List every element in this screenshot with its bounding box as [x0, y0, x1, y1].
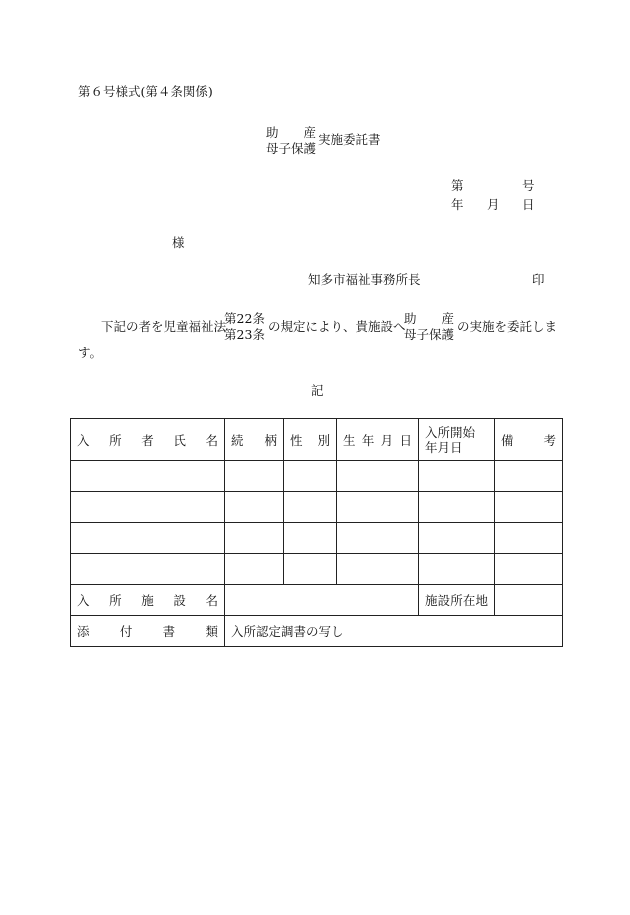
seal-mark: 印: [532, 272, 545, 287]
attachments-label-text: 添 付 書 類: [77, 624, 218, 639]
body-middle: の規定により、貴施設へ: [268, 319, 406, 334]
article-top: 第22条: [224, 311, 265, 326]
facility-name-value[interactable]: [225, 585, 419, 616]
facility-row: [71, 585, 563, 616]
title-stack-bottom: 母子保護: [266, 141, 317, 156]
cell-name[interactable]: [71, 461, 225, 492]
cell-start-date[interactable]: [419, 461, 495, 492]
header-birthdate-text: 生 年 月 日: [343, 432, 412, 448]
title-stack: [266, 127, 316, 159]
attachments-row: [71, 616, 563, 647]
cell-gender[interactable]: [284, 461, 337, 492]
facility-address-label-text: 施 設 所 在 地: [425, 593, 488, 608]
title-stack-top: 助 産: [266, 125, 317, 140]
article-stack: [224, 313, 265, 345]
table-row: [71, 523, 563, 554]
cell-birthdate[interactable]: [337, 523, 419, 554]
cell-birthdate[interactable]: [337, 554, 419, 585]
body-continuation: す。: [78, 345, 103, 360]
cell-gender[interactable]: [284, 523, 337, 554]
date-year: 年: [451, 197, 464, 212]
entry-table: [70, 418, 563, 647]
header-gender-text: 性 別: [290, 432, 330, 448]
date-day: 日: [522, 197, 535, 212]
header-remarks-text: 備 考: [501, 432, 556, 448]
cell-start-date[interactable]: [419, 523, 495, 554]
cell-gender[interactable]: [284, 492, 337, 523]
cell-relation[interactable]: [225, 492, 284, 523]
facility-address-label: [419, 585, 495, 616]
number-label-left: 第: [451, 178, 464, 193]
cell-start-date[interactable]: [419, 492, 495, 523]
date-month: 月: [487, 197, 500, 212]
cell-name[interactable]: [71, 523, 225, 554]
cell-name[interactable]: [71, 492, 225, 523]
header-relation: [225, 419, 284, 461]
ki-heading: 記: [311, 383, 324, 398]
table-row: [71, 461, 563, 492]
document-title: 実施委託書: [318, 132, 381, 147]
number-label-right: 号: [522, 178, 535, 193]
header-start-bottom: 年月日: [425, 439, 463, 455]
cell-name[interactable]: [71, 554, 225, 585]
cell-relation[interactable]: [225, 554, 284, 585]
service-top: 助 産: [404, 311, 455, 326]
table-row: [71, 492, 563, 523]
cell-remarks[interactable]: [495, 554, 563, 585]
service-bottom: 母子保護: [404, 327, 455, 342]
table-row: [71, 554, 563, 585]
header-remarks: [495, 419, 563, 461]
header-name-text: 入 所 者 氏 名: [77, 432, 218, 448]
cell-birthdate[interactable]: [337, 461, 419, 492]
header-birthdate: [337, 419, 419, 461]
cell-gender[interactable]: [284, 554, 337, 585]
header-start-top: 入所開始: [425, 424, 476, 440]
cell-remarks[interactable]: [495, 523, 563, 554]
table-header-row: [71, 419, 563, 461]
header-start-date: [419, 419, 495, 461]
attachments-label: [71, 616, 225, 647]
cell-remarks[interactable]: [495, 461, 563, 492]
cell-birthdate[interactable]: [337, 492, 419, 523]
body-suffix: の実施を委託しま: [457, 319, 558, 334]
facility-name-label-text: 入 所 施 設 名: [77, 593, 218, 608]
issuer-name: 知多市福祉事務所長: [308, 272, 421, 287]
cell-start-date[interactable]: [419, 554, 495, 585]
facility-address-value[interactable]: [495, 585, 563, 616]
service-stack: [404, 313, 456, 345]
addressee-suffix: 様: [172, 235, 185, 250]
header-gender: [284, 419, 337, 461]
header-relation-text: 続 柄: [231, 432, 277, 448]
body-prefix: 下記の者を児童福祉法: [101, 319, 227, 334]
form-number: 第６号様式(第４条関係): [78, 84, 213, 99]
attachments-value[interactable]: 入所認定調書の写し: [225, 616, 563, 647]
cell-relation[interactable]: [225, 461, 284, 492]
facility-name-label: [71, 585, 225, 616]
header-name: [71, 419, 225, 461]
cell-remarks[interactable]: [495, 492, 563, 523]
cell-relation[interactable]: [225, 523, 284, 554]
article-bottom: 第23条: [224, 327, 265, 342]
